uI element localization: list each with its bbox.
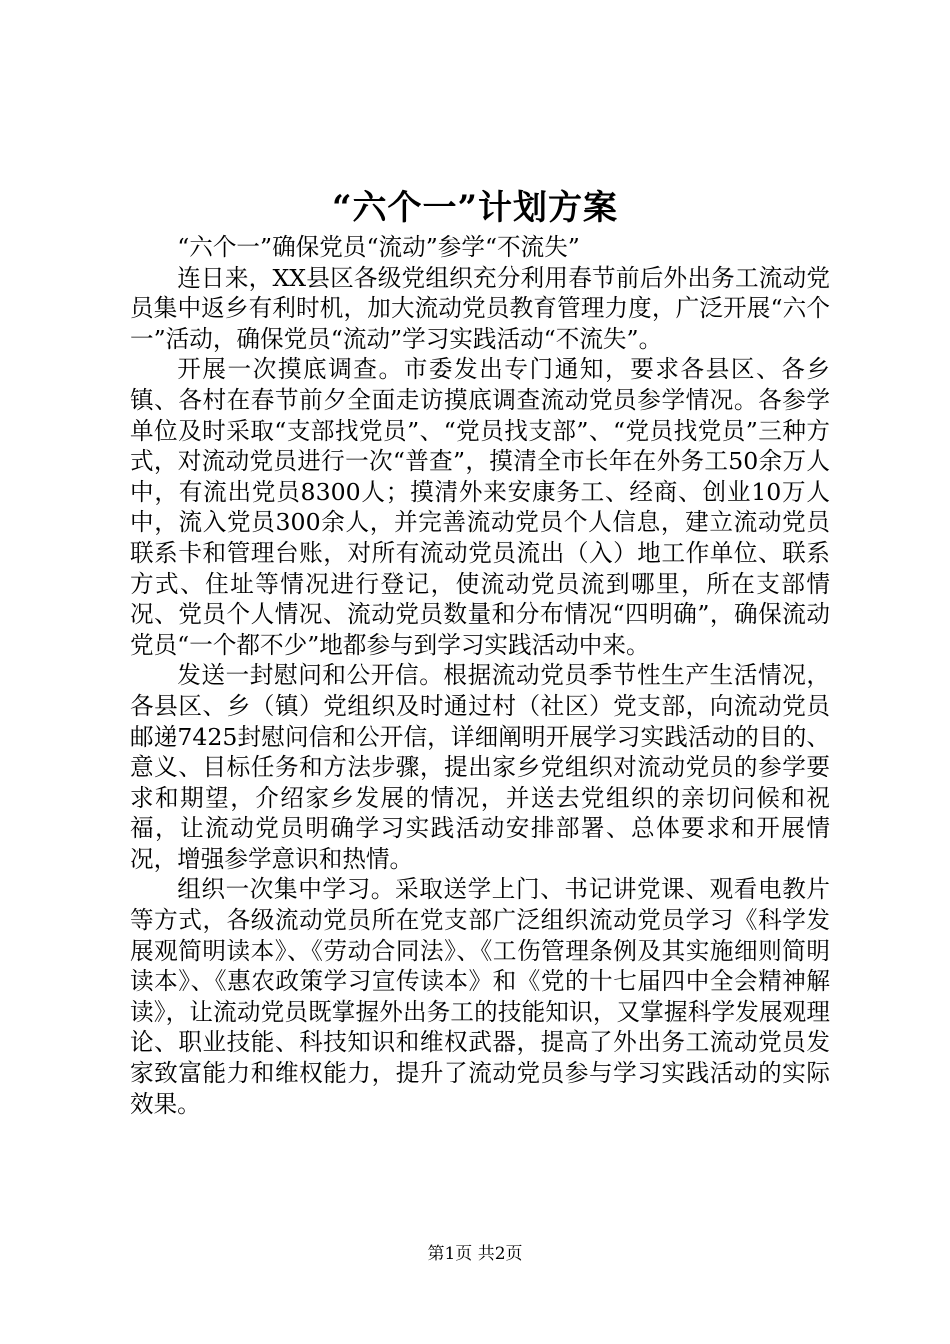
document-subtitle: “六个一”确保党员“流动”参学“不流失” [177, 233, 580, 261]
paragraph-intro: 连日来，XX县区各级党组织充分利用春节前后外出务工流动党员集中返乡有利时机，加大流动党员教育管理力度，广泛开展“六个一”活动，确保党员“流动”学习实践活动“不流失”。 [130, 263, 830, 353]
document-title: “六个一”计划方案 [331, 188, 619, 228]
paragraph-letter: 发送一封慰问和公开信。根据流动党员季节性生产生活情况，各县区、乡（镇）党组织及时通过村（社区）党支部，向流动党员邮递7425封慰问信和公开信，详细阐明开展学习实践活动的目的、意义、目标任务和方法步骤，提出家乡党组织对流动党员的参学要求和期望，介绍家乡发展的情况，并送去党组织的亲切问候和祝福，让流动党员明确学习实践活动安排部署、总体要求和开展情况，增强参学意识和热情。 [130, 661, 830, 873]
document-body [130, 232, 830, 1119]
paragraph-survey: 开展一次摸底调查。市委发出专门通知，要求各县区、各乡镇、各村在春节前夕全面走访摸底调查流动党员参学情况。各参学单位及时采取“支部找党员”、“党员找支部”、“党员找党员”三种方式，对流动党员进行一次“普查”，摸清全市长年在外务工50余万人中，有流出党员8300人；摸清外来安康务工、经商、创业10万人中，流入党员300余人，并完善流动党员个人信息，建立流动党员联系卡和管理台账，对所有流动党员流出（入）地工作单位、联系方式、住址等情况进行登记，使流动党员流到哪里，所在支部情况、党员个人情况、流动党员数量和分布情况“四明确”，确保流动党员“一个都不少”地都参与到学习实践活动中来。 [130, 355, 830, 659]
page-footer: 第1页 共2页 [427, 1244, 523, 1264]
paragraph-study: 组织一次集中学习。采取送学上门、书记讲党课、观看电教片等方式，各级流动党员所在党支部广泛组织流动党员学习《科学发展观简明读本》、《劳动合同法》、《工伤管理条例及其实施细则简明读本》、《惠农政策学习宣传读本》和《党的十七届四中全会精神解读》，让流动党员既掌握外出务工的技能知识，又掌握科学发展观理论、职业技能、科技知识和维权武器，提高了外出务工流动党员发家致富能力和维权能力，提升了流动党员参与学习实践活动的实际效果。 [130, 875, 830, 1118]
